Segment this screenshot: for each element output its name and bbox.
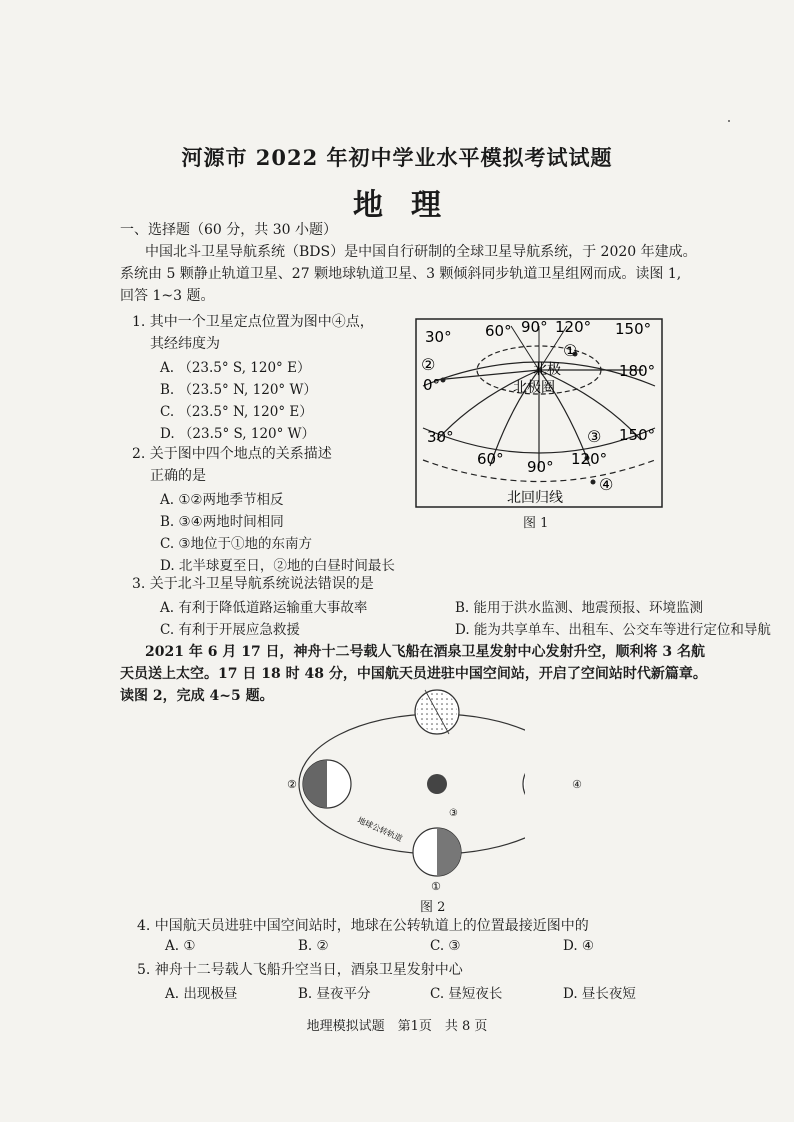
q3-stem: 3. 关于北斗卫星导航系统说法错误的是 — [132, 576, 374, 592]
label-pos-4: ④ — [572, 778, 582, 791]
subject-title: 地理 — [353, 188, 469, 223]
point-4 — [591, 480, 596, 485]
passage2-line-1: 2021 年 6 月 17 日，神舟十二号载人飞船在酒泉卫星发射中心发射升空，顺利将 3 名航 — [145, 644, 706, 660]
q5-option-b[interactable]: B. 昼夜平分 — [298, 986, 371, 1002]
q4-option-a[interactable]: A. ① — [165, 938, 196, 954]
q4-option-c[interactable]: C. ③ — [430, 938, 461, 954]
label-90-bottom: 90° — [527, 458, 554, 476]
label-120-bottom: 120° — [571, 450, 608, 468]
label-pos-2: ② — [287, 778, 297, 791]
q1-option-d[interactable]: D. （23.5° S, 120° W） — [160, 426, 316, 442]
q2-stem-1: 2. 关于图中四个地点的关系描述 — [132, 446, 332, 462]
q5-option-d[interactable]: D. 昼长夜短 — [563, 986, 636, 1002]
label-30-bottom: 30° — [427, 428, 454, 446]
point-2 — [441, 378, 446, 383]
label-150-top: 150° — [615, 320, 652, 338]
earth-right — [523, 760, 525, 808]
earth-bottom — [413, 828, 461, 876]
q2-option-c[interactable]: C. ③地位于①地的东南方 — [160, 536, 313, 552]
passage2-line-2: 天员送上太空。17 日 18 时 48 分，中国航天员进驻中国空间站，开启了空间站时代新篇章。 — [120, 666, 707, 682]
q1-option-a[interactable]: A. （23.5° S, 120° E） — [160, 360, 311, 376]
section-heading: 一、选择题（60 分，共 30 小题） — [120, 222, 337, 238]
earth-left — [303, 760, 351, 808]
orbit-label: 地球公转轨道 — [356, 815, 404, 844]
label-pos-3: ③ — [449, 808, 458, 819]
q2-option-a[interactable]: A. ①②两地季节相反 — [160, 492, 284, 508]
label-point-1: ① — [563, 341, 578, 360]
intro-line-2: 系统由 5 颗静止轨道卫星、27 颗地球轨道卫星、3 颗倾斜同步轨道卫星组网而成。读图 1, — [120, 266, 682, 282]
q2-option-d[interactable]: D. 北半球夏至日，②地的白昼时间最长 — [160, 558, 395, 574]
label-point-4: ④ — [599, 475, 614, 494]
q3-option-b[interactable]: B. 能用于洪水监测、地震预报、环境监测 — [455, 600, 704, 616]
intro-line-1: 中国北斗卫星导航系统（BDS）是中国自行研制的全球卫星导航系统，于 2020 年建成。 — [145, 244, 697, 260]
figure1-map — [415, 318, 663, 508]
label-pos-1: ① — [431, 880, 441, 893]
q4-option-d[interactable]: D. ④ — [563, 938, 595, 954]
q1-stem-2: 其经纬度为 — [150, 336, 220, 352]
figure1-caption: 图 1 — [523, 516, 549, 531]
q2-stem-2: 正确的是 — [150, 468, 206, 484]
label-point-2: ② — [421, 355, 436, 374]
label-0: 0° — [423, 376, 441, 394]
label-tropic: 北回归线 — [507, 490, 563, 506]
meridian-0 — [435, 370, 539, 380]
exam-title: 河源市 2022 年初中学业水平模拟考试试题 — [181, 145, 613, 170]
q2-option-b[interactable]: B. ③④两地时间相同 — [160, 514, 284, 530]
figure2-orbit — [285, 672, 525, 894]
q5-option-a[interactable]: A. 出现极昼 — [165, 986, 238, 1002]
q3-option-c[interactable]: C. 有利于开展应急救援 — [160, 622, 300, 638]
sun — [427, 774, 447, 794]
q1-stem-1: 1. 其中一个卫星定点位置为图中④点， — [132, 314, 374, 330]
page-footer: 地理模拟试题 第1页 共 8 页 — [306, 1019, 488, 1034]
label-30-top: 30° — [425, 328, 452, 346]
label-180: 180° — [619, 362, 656, 380]
label-60-bottom: 60° — [477, 450, 504, 468]
label-150-bottom: 150° — [619, 426, 656, 444]
q4-option-b[interactable]: B. ② — [298, 938, 329, 954]
q1-option-c[interactable]: C. （23.5° N, 120° E） — [160, 404, 313, 420]
q5-option-c[interactable]: C. 昼短夜长 — [430, 986, 503, 1002]
label-arctic-circle: 北极圈 — [513, 380, 555, 396]
earth-top — [415, 690, 459, 734]
figure2-caption: 图 2 — [420, 900, 446, 915]
label-120-top: 120° — [555, 318, 592, 336]
label-90-top: 90° — [521, 318, 548, 336]
q5-stem: 5. 神舟十二号载人飞船升空当日，酒泉卫星发射中心 — [137, 962, 463, 978]
passage2-line-3: 读图 2，完成 4~5 题。 — [120, 688, 274, 704]
label-60-top: 60° — [485, 322, 512, 340]
label-north-pole: 北极 — [533, 362, 561, 378]
label-point-3: ③ — [587, 427, 602, 446]
scan-speck — [728, 120, 730, 122]
q4-stem: 4. 中国航天员进驻中国空间站时，地球在公转轨道上的位置最接近图中的 — [137, 918, 589, 934]
q3-option-a[interactable]: A. 有利于降低道路运输重大事故率 — [160, 600, 368, 616]
intro-line-3: 回答 1~3 题。 — [120, 288, 215, 304]
q3-option-d[interactable]: D. 能为共享单车、出租车、公交车等进行定位和导航 — [455, 622, 771, 638]
q1-option-b[interactable]: B. （23.5° N, 120° W） — [160, 382, 317, 398]
